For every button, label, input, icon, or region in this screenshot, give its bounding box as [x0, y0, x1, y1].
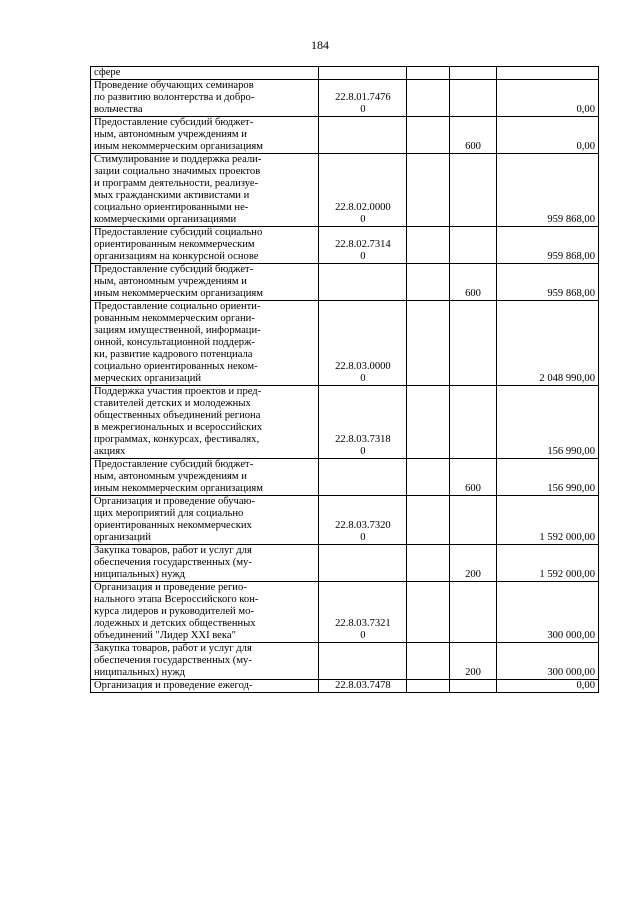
row-gap-cell — [407, 582, 450, 643]
row-type-cell — [450, 154, 496, 227]
row-code-cell — [319, 459, 407, 496]
row-name-cell — [91, 227, 319, 264]
row-amount-cell — [496, 301, 598, 386]
row-amount: 300 000,00 — [547, 630, 595, 641]
table-row — [91, 117, 599, 154]
row-type-cell — [450, 643, 496, 680]
table-row — [91, 80, 599, 117]
row-name: Предоставление субсидий социально ориентированным некоммерческим организациям на конкурсной основе — [94, 227, 263, 262]
row-amount-cell — [496, 80, 598, 117]
row-gap-cell — [407, 459, 450, 496]
row-type: 600 — [465, 141, 481, 152]
row-name: Организация и проведение обучаю- щих мероприятий для социально ориентированных некоммерческих организаций — [94, 496, 255, 543]
row-gap-cell — [407, 386, 450, 459]
row-type: 600 — [465, 483, 481, 494]
row-name-cell — [91, 643, 319, 680]
row-amount: 300 000,00 — [547, 667, 595, 678]
row-gap-cell — [407, 301, 450, 386]
row-amount: 156 990,00 — [547, 483, 595, 494]
row-amount: 0,00 — [576, 104, 595, 115]
table-row — [91, 582, 599, 643]
row-type: 200 — [465, 569, 481, 580]
row-amount-cell — [496, 459, 598, 496]
row-code-cell — [319, 264, 407, 301]
row-type-cell — [450, 496, 496, 545]
row-type-cell — [450, 227, 496, 264]
row-name-cell — [91, 117, 319, 154]
row-gap-cell — [407, 643, 450, 680]
row-gap-cell — [407, 67, 450, 80]
row-name-cell — [91, 582, 319, 643]
budget-table-body — [91, 67, 599, 693]
table-row — [91, 67, 599, 80]
row-name: Закупка товаров, работ и услуг для обеспечения государственных (му- ниципальных) нужд — [94, 643, 252, 678]
row-amount: 2 048 990,00 — [539, 373, 595, 384]
row-name-cell — [91, 496, 319, 545]
row-code-cell — [319, 227, 407, 264]
row-type-cell — [450, 117, 496, 154]
row-amount-cell — [496, 264, 598, 301]
table-row — [91, 459, 599, 496]
row-name: Предоставление субсидий бюджет- ным, автономным учреждениям и иным некоммерческим организациям — [94, 264, 263, 299]
row-code-cell — [319, 386, 407, 459]
row-code-cell — [319, 67, 407, 80]
row-amount-cell — [496, 117, 598, 154]
budget-table — [90, 66, 599, 693]
row-gap-cell — [407, 264, 450, 301]
row-gap-cell — [407, 227, 450, 264]
row-name: Предоставление субсидий бюджет- ным, автономным учреждениям и иным некоммерческим организациям — [94, 459, 263, 494]
table-row — [91, 680, 599, 693]
row-code-cell — [319, 582, 407, 643]
row-amount: 156 990,00 — [547, 446, 595, 457]
row-name-cell — [91, 80, 319, 117]
row-code: 22.8.03.7321 0 — [335, 618, 391, 641]
row-name: Проведение обучающих семинаров по развитию волонтерства и добро- вольчества — [94, 80, 255, 115]
row-name: Организация и проведение ежегод- — [94, 680, 253, 691]
table-row — [91, 386, 599, 459]
row-name: Предоставление социально ориенти- рованным некоммерческим органи- зациям имущественной, информаци- онной, консультационной поддерж- ки, развитие кадрового потенциала социально ориентированных неком- мерческих организаций — [94, 301, 261, 384]
row-type: 200 — [465, 667, 481, 678]
row-gap-cell — [407, 545, 450, 582]
row-amount: 0,00 — [576, 680, 595, 691]
row-type-cell — [450, 680, 496, 693]
row-gap-cell — [407, 117, 450, 154]
table-row — [91, 301, 599, 386]
row-code: 22.8.03.7478 — [335, 680, 391, 691]
row-type-cell — [450, 301, 496, 386]
row-amount-cell — [496, 582, 598, 643]
row-gap-cell — [407, 680, 450, 693]
row-amount: 959 868,00 — [547, 251, 595, 262]
table-row — [91, 154, 599, 227]
row-name: сфере — [94, 67, 121, 78]
row-name-cell — [91, 67, 319, 80]
row-amount-cell — [496, 680, 598, 693]
row-name: Предоставление субсидий бюджет- ным, автономным учреждениям и иным некоммерческим организациям — [94, 117, 263, 152]
row-name-cell — [91, 545, 319, 582]
row-amount-cell — [496, 386, 598, 459]
row-amount-cell — [496, 227, 598, 264]
row-amount: 1 592 000,00 — [539, 569, 595, 580]
table-row — [91, 264, 599, 301]
row-name-cell — [91, 154, 319, 227]
row-code: 22.8.03.7320 0 — [335, 520, 391, 543]
row-name: Стимулирование и поддержка реали- зации социально значимых проектов и программ деятельности, реализуе- мых гражданскими активистами и социально ориентированными не- коммерческими организациями — [94, 154, 262, 225]
row-amount: 0,00 — [576, 141, 595, 152]
row-amount: 1 592 000,00 — [539, 532, 595, 543]
table-row — [91, 643, 599, 680]
row-code: 22.8.03.0000 0 — [335, 361, 391, 384]
row-type-cell — [450, 80, 496, 117]
row-type-cell — [450, 386, 496, 459]
row-name-cell — [91, 680, 319, 693]
row-type-cell — [450, 545, 496, 582]
table-row — [91, 545, 599, 582]
row-amount-cell — [496, 154, 598, 227]
row-amount-cell — [496, 545, 598, 582]
row-amount-cell — [496, 67, 598, 80]
row-name: Закупка товаров, работ и услуг для обеспечения государственных (му- ниципальных) нужд — [94, 545, 252, 580]
row-name-cell — [91, 386, 319, 459]
row-code: 22.8.01.7476 0 — [335, 92, 391, 115]
row-type-cell — [450, 459, 496, 496]
row-amount: 959 868,00 — [547, 288, 595, 299]
row-type: 600 — [465, 288, 481, 299]
row-code-cell — [319, 496, 407, 545]
table-row — [91, 496, 599, 545]
row-amount: 959 868,00 — [547, 214, 595, 225]
row-code: 22.8.02.0000 0 — [335, 202, 391, 225]
row-code: 22.8.02.7314 0 — [335, 239, 391, 262]
row-amount-cell — [496, 496, 598, 545]
page-number: 184 — [311, 38, 329, 52]
row-name: Организация и проведение регио- нального этапа Всероссийского кон- курса лидеров и руководителей мо- лодежных и детских общественных объединений "Лидер XXI века" — [94, 582, 259, 641]
row-gap-cell — [407, 496, 450, 545]
row-code-cell — [319, 643, 407, 680]
row-name-cell — [91, 264, 319, 301]
row-type-cell — [450, 582, 496, 643]
row-type-cell — [450, 264, 496, 301]
row-gap-cell — [407, 80, 450, 117]
row-code-cell — [319, 80, 407, 117]
row-code-cell — [319, 545, 407, 582]
row-name: Поддержка участия проектов и пред- ставителей детских и молодежных общественных объединений региона в межрегиональных и всероссийских программах, конкурсах, фестивалях, акциях — [94, 386, 263, 457]
table-row — [91, 227, 599, 264]
row-gap-cell — [407, 154, 450, 227]
row-code-cell — [319, 680, 407, 693]
row-code: 22.8.03.7318 0 — [335, 434, 391, 457]
row-code-cell — [319, 117, 407, 154]
row-code-cell — [319, 301, 407, 386]
row-amount-cell — [496, 643, 598, 680]
row-code-cell — [319, 154, 407, 227]
row-type-cell — [450, 67, 496, 80]
row-name-cell — [91, 459, 319, 496]
row-name-cell — [91, 301, 319, 386]
